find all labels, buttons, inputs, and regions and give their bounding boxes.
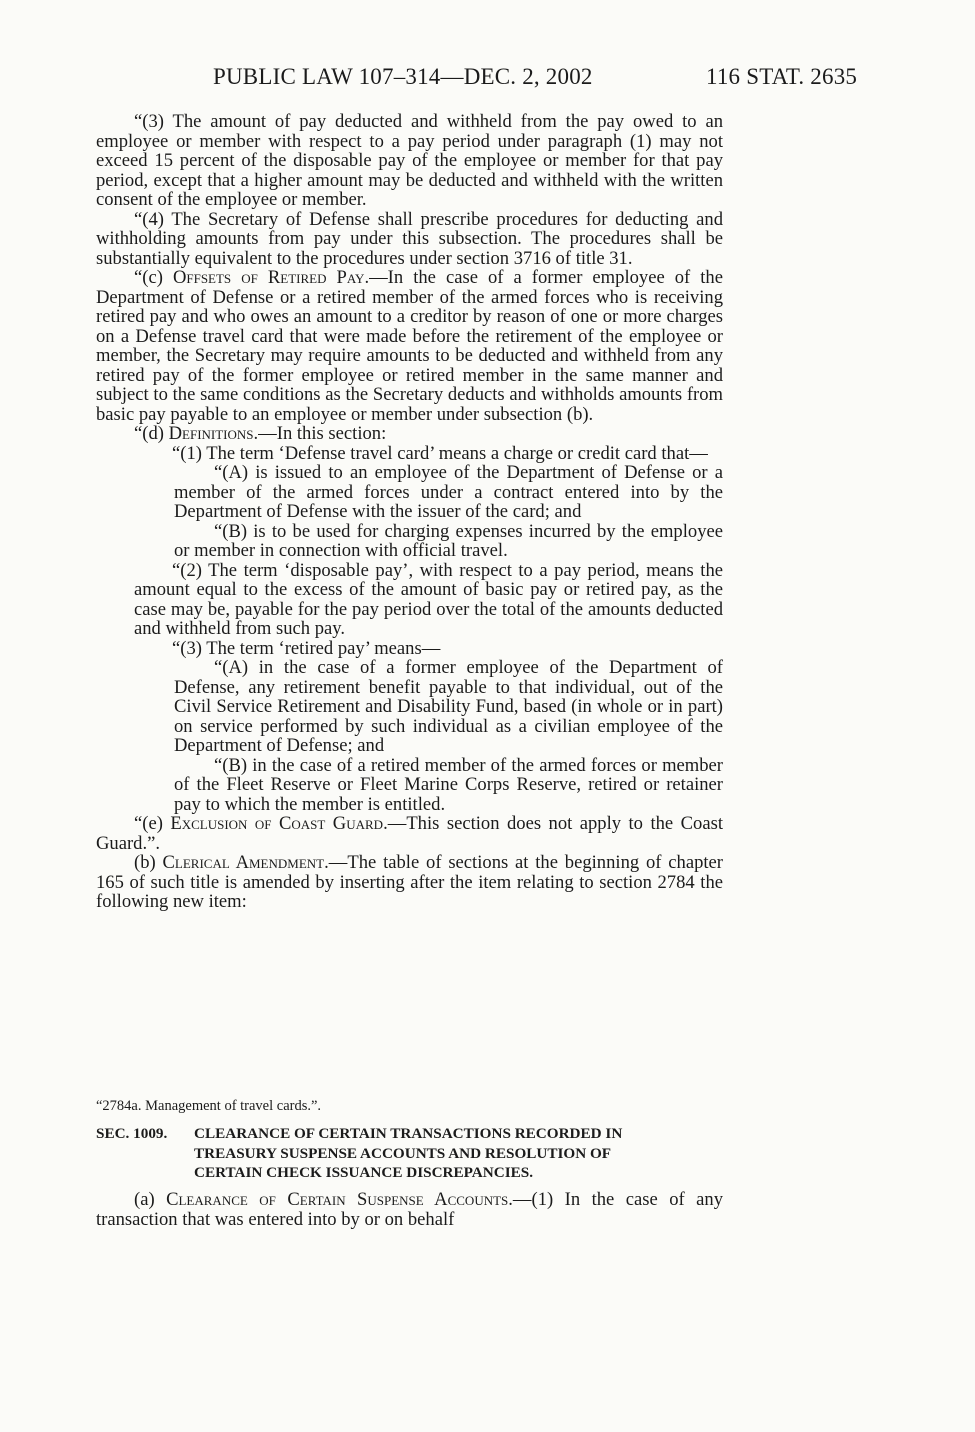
subsection-c-text: .—In the case of a former employee of the Department of Defense or a retired member of the armed forces who is receiving retired pay and who owes an amount to a creditor by reason of one or more charges on a Defense travel card that were made before the retirement of the employee or member, the Secretary may require amounts to be deducted and withheld from any retired pay of the former employee or retired member in the same manner and subject to the same conditions as the Secretary deducts and withholds amounts from basic pay payable to an employee or member under subsection (b). bbox=[96, 267, 723, 425]
table-of-sections-item: “2784a. Management of travel cards.”. bbox=[96, 1098, 322, 1114]
clerical-amendment bbox=[96, 853, 723, 912]
clerical-amendment-prefix: (b) bbox=[134, 852, 163, 873]
subsection-d-text: .—In this section: bbox=[253, 423, 387, 444]
section-title-line: CLEARANCE OF CERTAIN TRANSACTIONS RECORDED IN bbox=[194, 1125, 623, 1142]
section-heading bbox=[96, 1124, 723, 1183]
subsection-c bbox=[96, 268, 723, 424]
definition-3-a: “(A) in the case of a former employee of the Department of Defense, any retirement benefit payable to that individual, out of the Civil Service Retirement and Disability Fund, based (in whole or in part) on service performed by such individual as a civilian employee of the Department of Defense; and bbox=[174, 657, 723, 756]
paragraph-3: “(3) The amount of pay deducted and withheld from the pay owed to an employee or member with respect to a pay period under paragraph (1) may not exceed 15 percent of the disposable pay of the employee or member for that pay period, except that a higher amount may be deducted and withheld with the written consent of the employee or member. bbox=[96, 111, 723, 210]
subsection-a bbox=[96, 1190, 723, 1229]
subsection-a-text: .—(1) In the case of any transaction that was entered into by or on behalf bbox=[96, 1189, 723, 1230]
subsection-e-heading: Exclusion of Coast Guard bbox=[170, 813, 384, 834]
section-number: SEC. 1009. bbox=[96, 1125, 168, 1142]
subsection-d-prefix: “(d) bbox=[134, 423, 169, 444]
statute-body bbox=[96, 112, 723, 912]
subsection-d bbox=[96, 424, 723, 444]
definition-3: “(3) The term ‘retired pay’ means— bbox=[172, 637, 441, 659]
definition-1: “(1) The term ‘Defense travel card’ means a charge or credit card that— bbox=[172, 442, 708, 464]
section-title-line: TREASURY SUSPENSE ACCOUNTS AND RESOLUTION OF bbox=[194, 1144, 612, 1162]
subsection-d-heading: Definitions bbox=[168, 423, 254, 444]
subsection-c-heading: Offsets of Retired Pay bbox=[172, 267, 365, 288]
subsection-c-prefix: “(c) bbox=[134, 267, 173, 288]
subsection-a-prefix: (a) bbox=[134, 1189, 167, 1210]
statute-page-number: 116 STAT. 2635 bbox=[706, 64, 858, 89]
subsection-e-prefix: “(e) bbox=[134, 813, 171, 834]
definition-3-b: “(B) in the case of a retired member of the armed forces or member of the Fleet Reserve or Fleet Marine Corps Reserve, retired or retainer pay to which the member is entitled. bbox=[174, 754, 723, 815]
definition-1-b: “(B) is to be used for charging expenses incurred by the employee or member in connection with official travel. bbox=[174, 520, 723, 561]
clerical-amendment-heading: Clerical Amendment bbox=[162, 852, 325, 873]
section-title-line: CERTAIN CHECK ISSUANCE DISCREPANCIES. bbox=[194, 1164, 533, 1181]
subsection-a-heading: Clearance of Certain Suspense Accounts bbox=[166, 1189, 509, 1210]
definition-2: “(2) The term ‘disposable pay’, with respect to a pay period, means the amount equal to the excess of the amount of basic pay or retired pay, as the case may be, payable for the pay period over the total of the amounts deducted and withheld from such pay. bbox=[134, 559, 723, 639]
clerical-amendment-text: .—The table of sections at the beginning of chapter 165 of such title is amended by inserting after the item relating to section 2784 the following new item: bbox=[96, 852, 723, 912]
page-header bbox=[0, 64, 975, 94]
paragraph-4: “(4) The Secretary of Defense shall prescribe procedures for deducting and withholding amounts from pay under this subsection. The procedures shall be substantially equivalent to the procedures under section 3716 of title 31. bbox=[96, 208, 723, 269]
definition-1-a: “(A) is issued to an employee of the Department of Defense or a member of the armed forces under a contract entered into by the Department of Defense with the issuer of the card; and bbox=[174, 462, 723, 522]
subsection-e bbox=[96, 814, 723, 853]
section-title bbox=[194, 1124, 723, 1183]
running-head: PUBLIC LAW 107–314—DEC. 2, 2002 bbox=[213, 64, 593, 89]
subsection-e-text: .—This section does not apply to the Coast Guard.”. bbox=[96, 813, 723, 854]
